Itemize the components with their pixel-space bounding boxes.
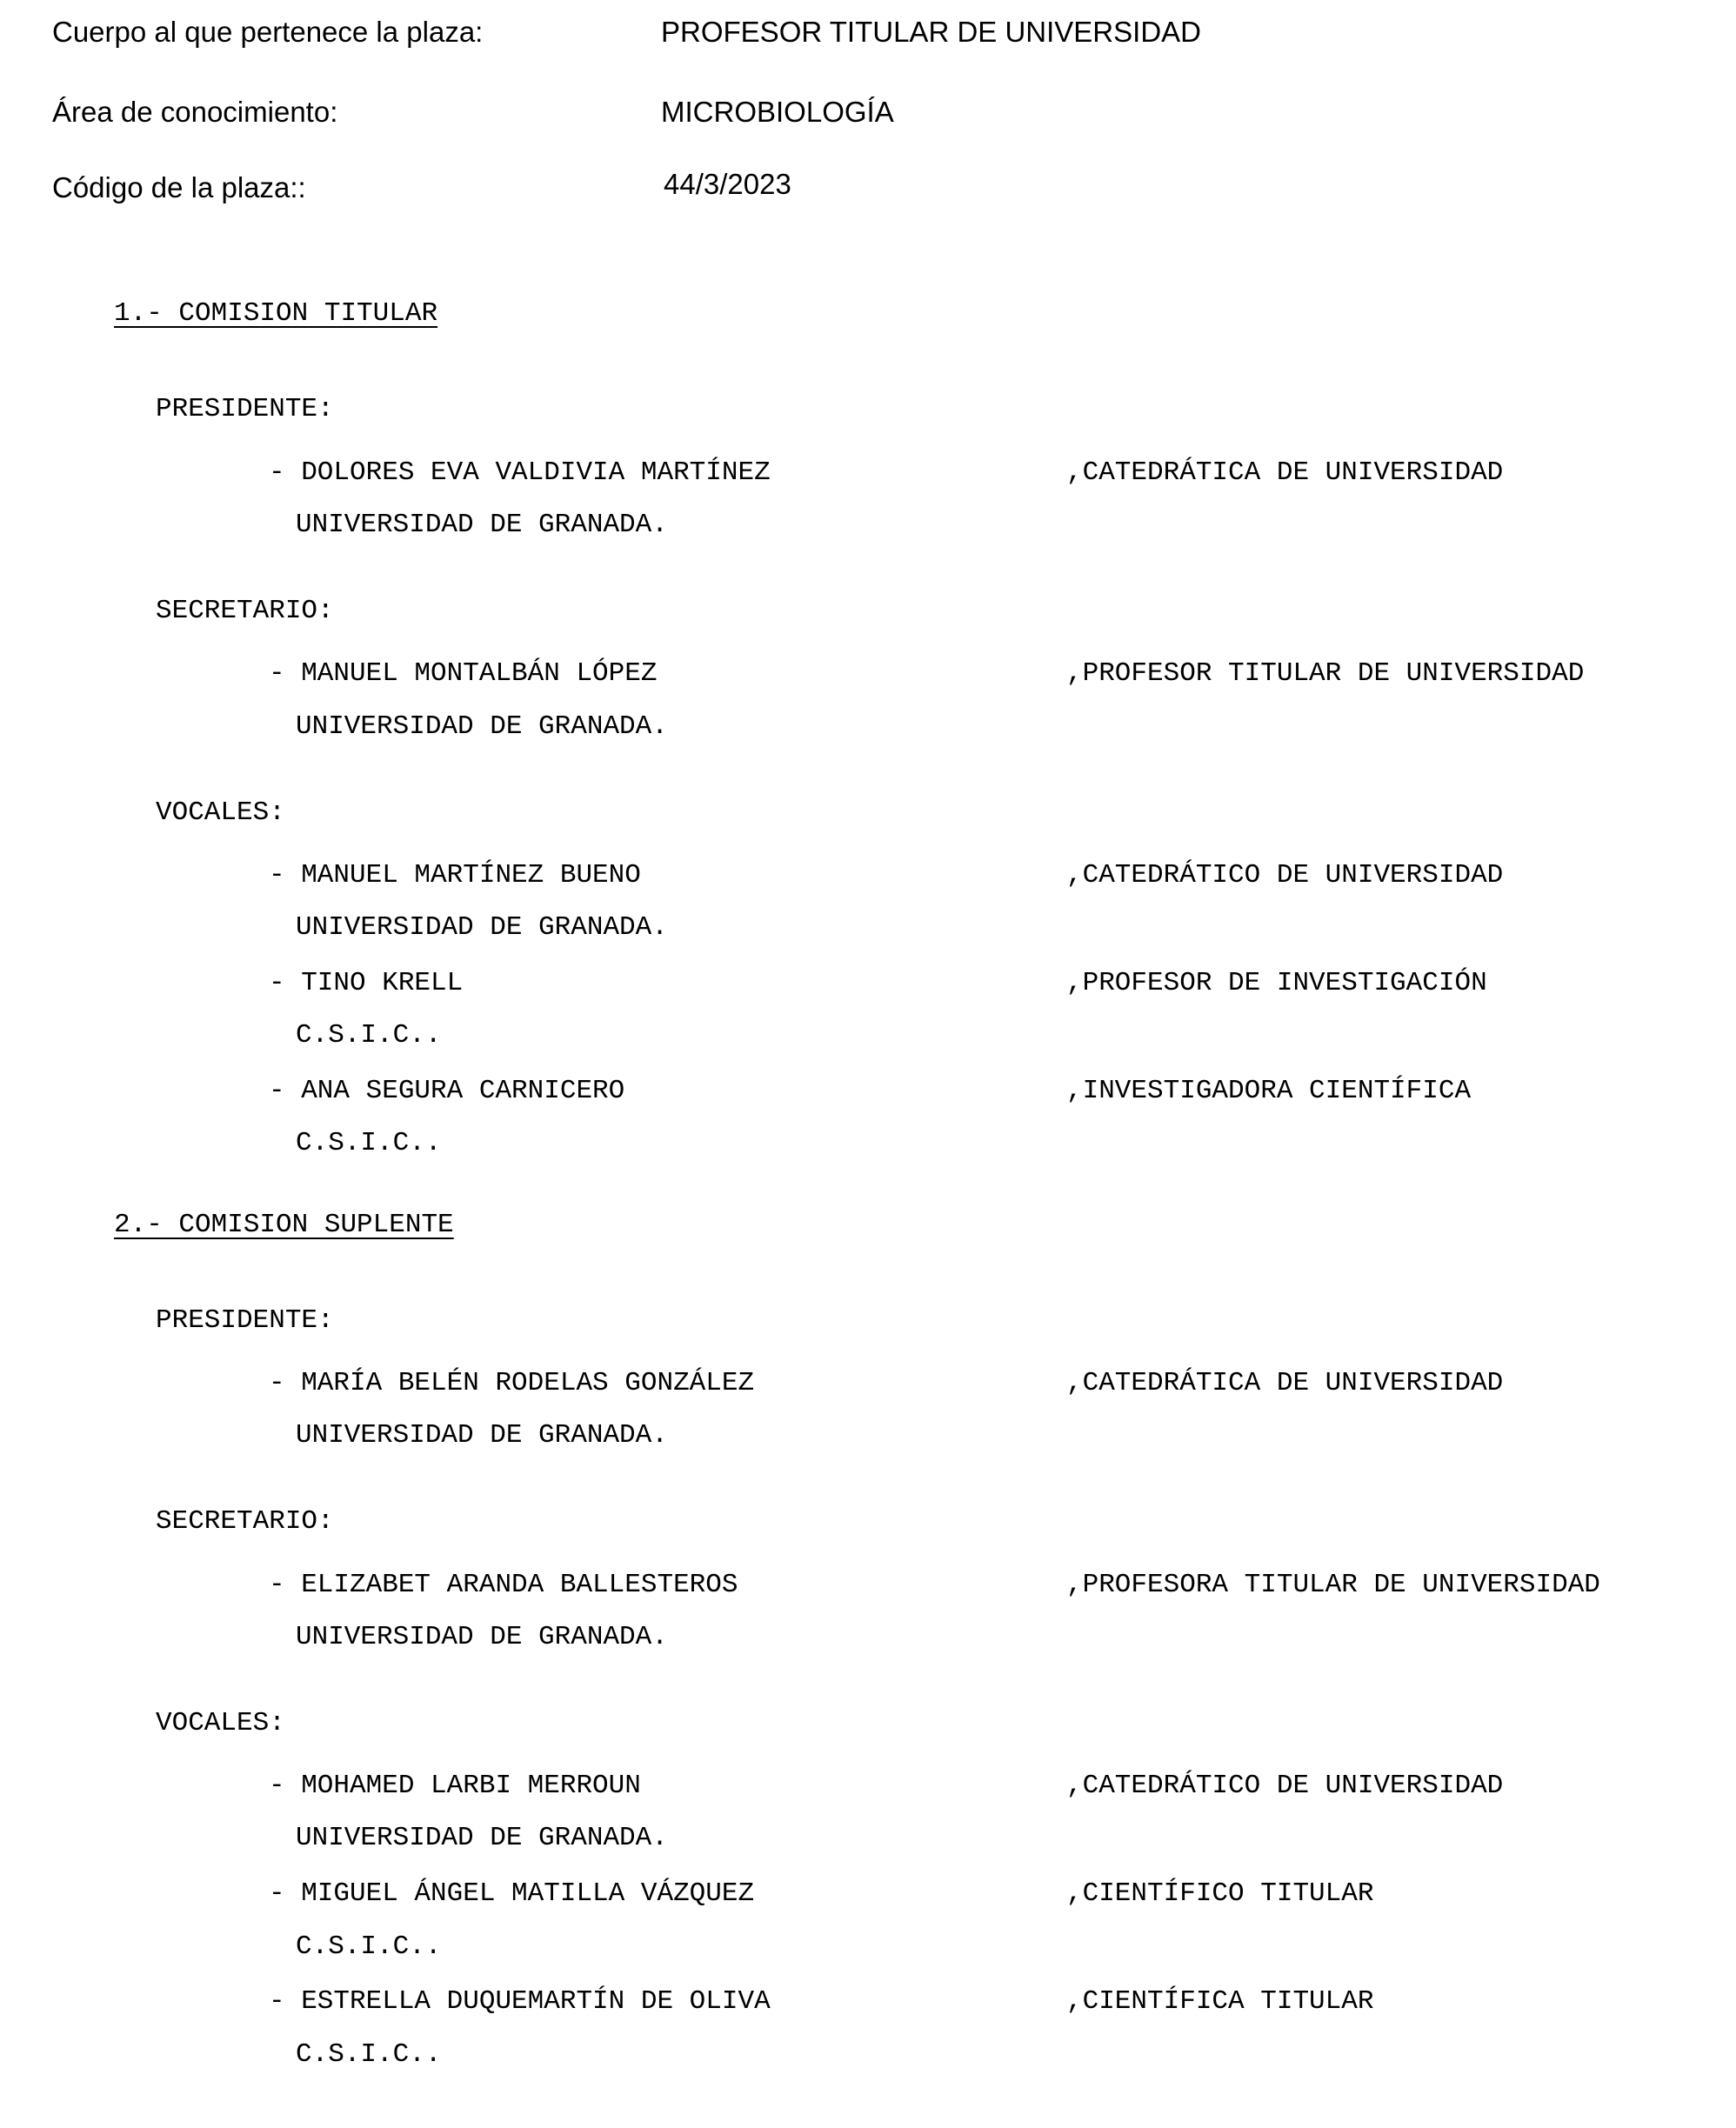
titular-presidente-role: ,CATEDRÁTICA DE UNIVERSIDAD bbox=[1066, 457, 1504, 488]
area-value: MICROBIOLOGÍA bbox=[661, 96, 894, 128]
suplente-vocal-2-institution: C.S.I.C.. bbox=[296, 1931, 442, 1962]
titular-vocal-3-name: - ANA SEGURA CARNICERO bbox=[269, 1076, 625, 1106]
titular-secretario-institution: UNIVERSIDAD DE GRANADA. bbox=[296, 711, 668, 742]
codigo-label: Código de la plaza:: bbox=[52, 171, 306, 203]
area-label: Área de conocimiento: bbox=[52, 96, 338, 128]
suplente-vocal-2-role: ,CIENTÍFICO TITULAR bbox=[1066, 1878, 1374, 1909]
suplente-vocal-2-name: - MIGUEL ÁNGEL MATILLA VÁZQUEZ bbox=[269, 1878, 755, 1909]
suplente-secretario-institution: UNIVERSIDAD DE GRANADA. bbox=[296, 1622, 668, 1652]
cuerpo-value: PROFESOR TITULAR DE UNIVERSIDAD bbox=[661, 16, 1201, 48]
suplente-vocal-3-name: - ESTRELLA DUQUEMARTÍN DE OLIVA bbox=[269, 1986, 771, 2017]
titular-secretario-role: ,PROFESOR TITULAR DE UNIVERSIDAD bbox=[1066, 658, 1585, 689]
titular-presidente-name: - DOLORES EVA VALDIVIA MARTÍNEZ bbox=[269, 457, 771, 488]
titular-secretario-name: - MANUEL MONTALBÁN LÓPEZ bbox=[269, 658, 658, 689]
titular-vocal-2-institution: C.S.I.C.. bbox=[296, 1020, 442, 1051]
cuerpo-label: Cuerpo al que pertenece la plaza: bbox=[52, 16, 484, 48]
titular-vocal-3-role: ,INVESTIGADORA CIENTÍFICA bbox=[1066, 1076, 1472, 1106]
titular-vocal-1-institution: UNIVERSIDAD DE GRANADA. bbox=[296, 912, 668, 943]
titular-presidente-label: PRESIDENTE: bbox=[156, 394, 334, 424]
suplente-presidente-role: ,CATEDRÁTICA DE UNIVERSIDAD bbox=[1066, 1368, 1504, 1398]
titular-secretario-label: SECRETARIO: bbox=[156, 596, 334, 626]
suplente-vocal-1-name: - MOHAMED LARBI MERROUN bbox=[269, 1771, 641, 1801]
titular-vocal-1-name: - MANUEL MARTÍNEZ BUENO bbox=[269, 860, 641, 891]
titular-heading: 1.- COMISION TITULAR bbox=[114, 298, 438, 329]
titular-vocales-label: VOCALES: bbox=[156, 797, 285, 828]
suplente-presidente-label: PRESIDENTE: bbox=[156, 1305, 334, 1336]
suplente-vocales-label: VOCALES: bbox=[156, 1708, 285, 1738]
suplente-vocal-1-institution: UNIVERSIDAD DE GRANADA. bbox=[296, 1823, 668, 1853]
titular-vocal-1-role: ,CATEDRÁTICO DE UNIVERSIDAD bbox=[1066, 860, 1504, 891]
suplente-vocal-1-role: ,CATEDRÁTICO DE UNIVERSIDAD bbox=[1066, 1771, 1504, 1801]
suplente-presidente-institution: UNIVERSIDAD DE GRANADA. bbox=[296, 1420, 668, 1451]
suplente-secretario-name: - ELIZABET ARANDA BALLESTEROS bbox=[269, 1570, 738, 1600]
codigo-value: 44/3/2023 bbox=[664, 168, 791, 200]
suplente-vocal-3-institution: C.S.I.C.. bbox=[296, 2039, 442, 2070]
titular-vocal-2-role: ,PROFESOR DE INVESTIGACIÓN bbox=[1066, 968, 1487, 998]
titular-vocal-2-name: - TINO KRELL bbox=[269, 968, 464, 998]
suplente-vocal-3-role: ,CIENTÍFICA TITULAR bbox=[1066, 1986, 1374, 2017]
suplente-heading: 2.- COMISION SUPLENTE bbox=[114, 1210, 454, 1240]
suplente-presidente-name: - MARÍA BELÉN RODELAS GONZÁLEZ bbox=[269, 1368, 755, 1398]
titular-presidente-institution: UNIVERSIDAD DE GRANADA. bbox=[296, 510, 668, 540]
suplente-secretario-role: ,PROFESORA TITULAR DE UNIVERSIDAD bbox=[1066, 1570, 1600, 1600]
suplente-secretario-label: SECRETARIO: bbox=[156, 1506, 334, 1537]
titular-vocal-3-institution: C.S.I.C.. bbox=[296, 1128, 442, 1158]
